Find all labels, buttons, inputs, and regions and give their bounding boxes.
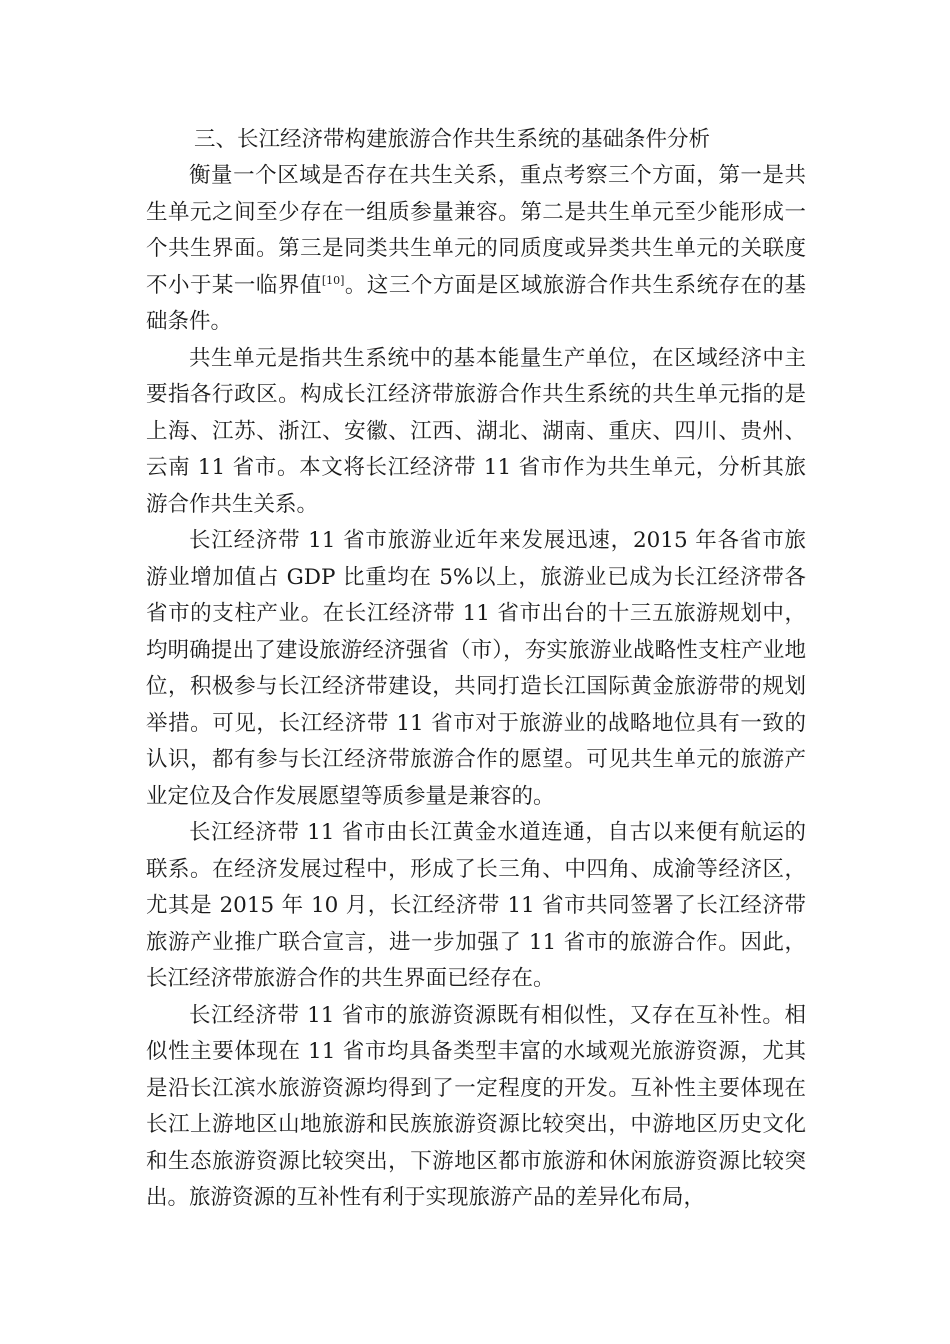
paragraph-symbiotic-interface: 长江经济带 11 省市由长江黄金水道连通，自古以来便有航运的联系。在经济发展过程中，形成了长三角、中四角、成渝等经济区，尤其是 2015 年 10 月，长江经济带 11 省市共同签署了长江经济带旅游产业推广联合宣言，进一步加强了 11 省市的旅游合作。因此，长江经济带旅游合作的共生界面已经存在。 bbox=[146, 820, 806, 991]
paragraph-symbiotic-units: 共生单元是指共生系统中的基本能量生产单位，在区域经济中主要指各行政区。构成长江经济带旅游合作共生系统的共生单元指的是上海、江苏、浙江、安徽、江西、湖北、湖南、重庆、四川、贵州、云南 11 省市。本文将长江经济带 11 省市作为共生单元，分析其旅游合作共生关系。 bbox=[146, 345, 806, 517]
paragraph-resource-complementarity: 长江经济带 11 省市的旅游资源既有相似性，又存在互补性。相似性主要体现在 11 省市均具备类型丰富的水域观光旅游资源，尤其是沿长江滨水旅游资源均得到了一定程度的开发。互补性主要体现在长江上游地区山地旅游和民族旅游资源比较突出，中游地区历史文化和生态旅游资源比较突出，下游地区都市旅游和休闲旅游资源比较突出。旅游资源的互补性有利于实现旅游产品的差异化布局， bbox=[146, 1002, 806, 1210]
paragraph-symbiosis-criteria bbox=[146, 158, 806, 341]
section-heading: 三、长江经济带构建旅游合作共生系统的基础条件分析 bbox=[194, 127, 711, 152]
document-body bbox=[146, 122, 806, 1217]
paragraph-text: 衡量一个区域是否存在共生关系，重点考察三个方面，第一是共生单元之间至少存在一组质参量兼容。第二是共生单元至少能形成一个共生界面。第三是同类共生单元的同质度或异类共生单元的关联度不小于某一临界值 bbox=[146, 163, 806, 298]
paragraph-quality-parameters: 长江经济带 11 省市旅游业近年来发展迅速，2015 年各省市旅游业增加值占 GDP 比重均在 5%以上，旅游业已成为长江经济带各省市的支柱产业。在长江经济带 11 省市出台的十三五旅游规划中，均明确提出了建设旅游经济强省（市），夯实旅游业战略性支柱产业地位，积极参与长江经济带建设，共同打造长江国际黄金旅游带的规划举措。可见，长江经济带 11 省市对于旅游业的战略地位具有一致的认识，都有参与长江经济带旅游合作的愿望。可见共生单元的旅游产业定位及合作发展愿望等质参量是兼容的。 bbox=[146, 528, 806, 809]
citation-ref: [10] bbox=[321, 273, 345, 287]
paragraph-text: 。这三个方面是区域旅游合作共生系统存在的基础条件。 bbox=[146, 272, 806, 334]
